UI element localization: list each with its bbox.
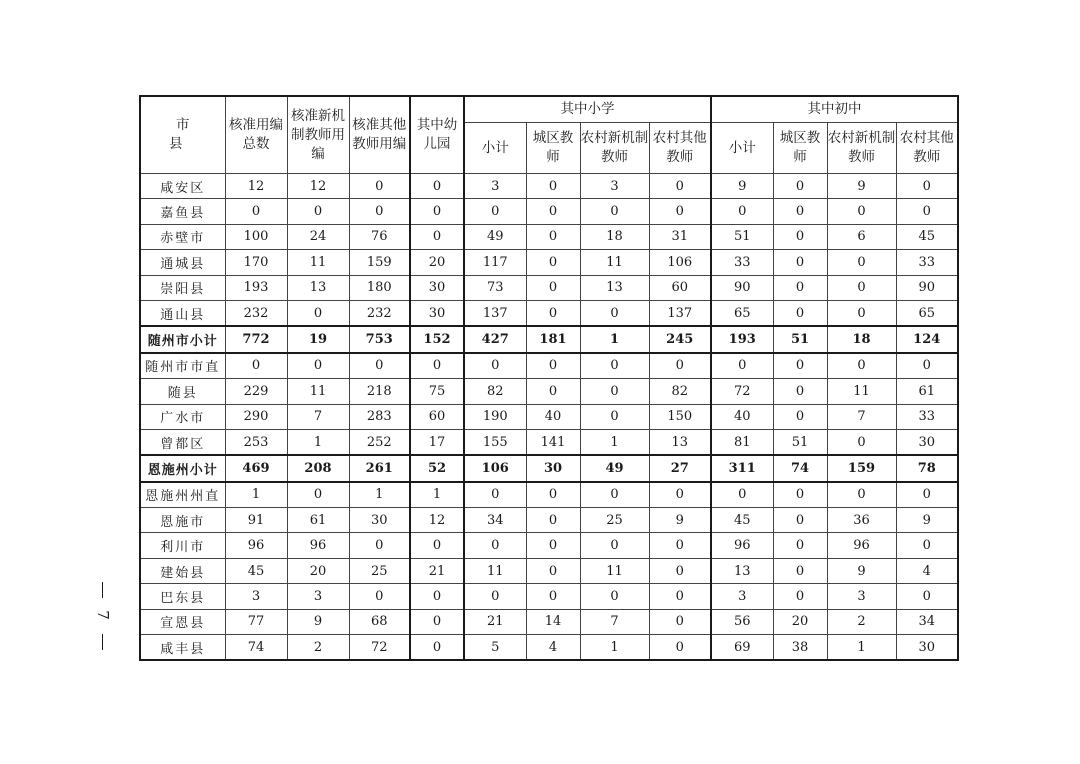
row-region-name: 咸安区 — [140, 174, 225, 199]
row-value-cell: 0 — [526, 584, 580, 609]
row-value-cell: 0 — [580, 584, 649, 609]
row-value-cell: 34 — [896, 609, 958, 634]
row-value-cell: 0 — [711, 482, 773, 508]
row-value-cell: 13 — [580, 275, 649, 300]
row-value-cell: 12 — [287, 174, 349, 199]
row-value-cell: 0 — [773, 533, 827, 558]
row-value-cell: 0 — [526, 533, 580, 558]
row-value-cell: 218 — [349, 379, 410, 404]
row-value-cell: 91 — [225, 508, 287, 533]
row-value-cell: 2 — [287, 635, 349, 661]
row-value-cell: 0 — [410, 533, 464, 558]
row-value-cell: 0 — [711, 199, 773, 224]
row-value-cell: 0 — [464, 482, 526, 508]
row-value-cell: 469 — [225, 455, 287, 481]
row-value-cell: 11 — [464, 558, 526, 583]
row-value-cell: 1 — [225, 482, 287, 508]
row-value-cell: 0 — [896, 584, 958, 609]
row-value-cell: 180 — [349, 275, 410, 300]
row-value-cell: 76 — [349, 224, 410, 249]
row-value-cell: 65 — [896, 300, 958, 326]
subtotal-row — [140, 326, 958, 352]
row-value-cell: 0 — [287, 353, 349, 379]
row-value-cell: 0 — [287, 199, 349, 224]
row-value-cell: 56 — [711, 609, 773, 634]
row-value-cell: 7 — [580, 609, 649, 634]
row-value-cell: 21 — [464, 609, 526, 634]
table-row — [140, 300, 958, 326]
row-value-cell: 1 — [287, 429, 349, 455]
row-value-cell: 0 — [649, 558, 711, 583]
row-value-cell: 106 — [464, 455, 526, 481]
row-value-cell: 0 — [773, 275, 827, 300]
table-row — [140, 429, 958, 455]
row-value-cell: 90 — [711, 275, 773, 300]
table-row — [140, 224, 958, 249]
row-value-cell: 0 — [526, 224, 580, 249]
row-value-cell: 33 — [896, 404, 958, 429]
row-value-cell: 0 — [827, 250, 896, 275]
row-value-cell: 193 — [225, 275, 287, 300]
row-value-cell: 40 — [711, 404, 773, 429]
row-value-cell: 25 — [580, 508, 649, 533]
row-value-cell: 0 — [773, 508, 827, 533]
row-value-cell: 0 — [526, 508, 580, 533]
row-value-cell: 60 — [410, 404, 464, 429]
row-value-cell: 30 — [410, 300, 464, 326]
row-region-name: 通山县 — [140, 300, 225, 326]
row-region-name: 利川市 — [140, 533, 225, 558]
row-value-cell: 0 — [349, 584, 410, 609]
row-value-cell: 51 — [773, 326, 827, 352]
row-value-cell: 3 — [827, 584, 896, 609]
row-value-cell: 0 — [896, 533, 958, 558]
row-value-cell: 0 — [287, 300, 349, 326]
table-row — [140, 635, 958, 661]
row-region-name: 曾都区 — [140, 429, 225, 455]
row-region-name: 恩施市 — [140, 508, 225, 533]
row-region-name: 建始县 — [140, 558, 225, 583]
row-value-cell: 4 — [526, 635, 580, 661]
row-value-cell: 0 — [349, 199, 410, 224]
row-value-cell: 20 — [287, 558, 349, 583]
row-value-cell: 49 — [580, 455, 649, 481]
row-value-cell: 61 — [896, 379, 958, 404]
row-value-cell: 0 — [225, 353, 287, 379]
row-value-cell: 0 — [896, 353, 958, 379]
row-value-cell: 73 — [464, 275, 526, 300]
header-primary-rural-new: 农村新机制教师 — [580, 123, 649, 174]
row-value-cell: 0 — [827, 199, 896, 224]
row-value-cell: 74 — [773, 455, 827, 481]
row-value-cell: 0 — [896, 482, 958, 508]
row-value-cell: 0 — [896, 174, 958, 199]
page-number-value: 7 — [94, 610, 112, 620]
row-value-cell: 12 — [225, 174, 287, 199]
row-value-cell: 14 — [526, 609, 580, 634]
row-value-cell: 51 — [711, 224, 773, 249]
table-row — [140, 250, 958, 275]
page-number — [93, 582, 113, 652]
row-value-cell: 159 — [349, 250, 410, 275]
row-value-cell: 150 — [649, 404, 711, 429]
row-value-cell: 49 — [464, 224, 526, 249]
row-value-cell: 69 — [711, 635, 773, 661]
row-value-cell: 30 — [349, 508, 410, 533]
row-value-cell: 0 — [649, 533, 711, 558]
row-value-cell: 77 — [225, 609, 287, 634]
row-region-name: 咸丰县 — [140, 635, 225, 661]
row-value-cell: 0 — [580, 353, 649, 379]
header-middle-group: 其中初中 — [711, 96, 958, 123]
row-value-cell: 0 — [580, 404, 649, 429]
row-value-cell: 11 — [827, 379, 896, 404]
table-row — [140, 379, 958, 404]
row-value-cell: 72 — [711, 379, 773, 404]
row-value-cell: 7 — [827, 404, 896, 429]
row-value-cell: 6 — [827, 224, 896, 249]
row-value-cell: 152 — [410, 326, 464, 352]
row-value-cell: 0 — [526, 275, 580, 300]
row-value-cell: 90 — [896, 275, 958, 300]
row-value-cell: 9 — [287, 609, 349, 634]
row-value-cell: 11 — [287, 250, 349, 275]
row-region-name: 随州市市直 — [140, 353, 225, 379]
row-value-cell: 137 — [464, 300, 526, 326]
row-value-cell: 245 — [649, 326, 711, 352]
row-value-cell: 0 — [773, 224, 827, 249]
row-value-cell: 208 — [287, 455, 349, 481]
row-value-cell: 27 — [649, 455, 711, 481]
row-value-cell: 20 — [410, 250, 464, 275]
row-value-cell: 9 — [711, 174, 773, 199]
row-value-cell: 0 — [464, 199, 526, 224]
row-value-cell: 0 — [649, 635, 711, 661]
row-value-cell: 9 — [827, 174, 896, 199]
row-value-cell: 11 — [287, 379, 349, 404]
row-value-cell: 155 — [464, 429, 526, 455]
row-value-cell: 1 — [580, 635, 649, 661]
row-value-cell: 51 — [773, 429, 827, 455]
row-value-cell: 117 — [464, 250, 526, 275]
row-value-cell: 229 — [225, 379, 287, 404]
row-value-cell: 0 — [827, 275, 896, 300]
row-region-name: 崇阳县 — [140, 275, 225, 300]
header-primary-urban: 城区教师 — [526, 123, 580, 174]
row-value-cell: 0 — [649, 174, 711, 199]
row-value-cell: 24 — [287, 224, 349, 249]
row-value-cell: 11 — [580, 558, 649, 583]
row-value-cell: 25 — [349, 558, 410, 583]
table-row — [140, 174, 958, 199]
table-row — [140, 275, 958, 300]
row-value-cell: 261 — [349, 455, 410, 481]
header-row-1 — [140, 96, 958, 123]
row-value-cell: 96 — [287, 533, 349, 558]
row-value-cell: 0 — [410, 224, 464, 249]
row-value-cell: 0 — [580, 199, 649, 224]
row-value-cell: 18 — [580, 224, 649, 249]
row-value-cell: 0 — [410, 609, 464, 634]
row-value-cell: 38 — [773, 635, 827, 661]
row-value-cell: 0 — [580, 482, 649, 508]
row-value-cell: 17 — [410, 429, 464, 455]
row-value-cell: 137 — [649, 300, 711, 326]
row-value-cell: 106 — [649, 250, 711, 275]
row-value-cell: 74 — [225, 635, 287, 661]
row-value-cell: 2 — [827, 609, 896, 634]
row-value-cell: 0 — [896, 199, 958, 224]
row-value-cell: 772 — [225, 326, 287, 352]
row-value-cell: 181 — [526, 326, 580, 352]
row-value-cell: 78 — [896, 455, 958, 481]
row-value-cell: 190 — [464, 404, 526, 429]
row-value-cell: 100 — [225, 224, 287, 249]
row-value-cell: 82 — [649, 379, 711, 404]
row-value-cell: 1 — [827, 635, 896, 661]
table-row — [140, 609, 958, 634]
row-region-name: 宣恩县 — [140, 609, 225, 634]
header-kindergarten: 其中幼儿园 — [410, 96, 464, 174]
row-value-cell: 33 — [896, 250, 958, 275]
row-value-cell: 0 — [827, 300, 896, 326]
row-value-cell: 0 — [773, 353, 827, 379]
row-value-cell: 0 — [773, 584, 827, 609]
row-value-cell: 0 — [526, 379, 580, 404]
row-value-cell: 0 — [773, 404, 827, 429]
table-row — [140, 353, 958, 379]
row-value-cell: 4 — [896, 558, 958, 583]
row-value-cell: 40 — [526, 404, 580, 429]
row-value-cell: 253 — [225, 429, 287, 455]
row-value-cell: 45 — [711, 508, 773, 533]
row-value-cell: 0 — [773, 482, 827, 508]
row-value-cell: 1 — [580, 326, 649, 352]
row-value-cell: 290 — [225, 404, 287, 429]
row-value-cell: 0 — [649, 353, 711, 379]
staffing-table — [139, 95, 959, 661]
row-value-cell: 3 — [287, 584, 349, 609]
header-primary-group: 其中小学 — [464, 96, 711, 123]
row-value-cell: 0 — [225, 199, 287, 224]
row-value-cell: 170 — [225, 250, 287, 275]
row-value-cell: 753 — [349, 326, 410, 352]
row-value-cell: 0 — [711, 353, 773, 379]
row-value-cell: 68 — [349, 609, 410, 634]
row-value-cell: 0 — [410, 635, 464, 661]
subtotal-row — [140, 455, 958, 481]
row-value-cell: 0 — [827, 353, 896, 379]
row-value-cell: 1 — [410, 482, 464, 508]
row-value-cell: 0 — [349, 353, 410, 379]
row-value-cell: 9 — [827, 558, 896, 583]
table-row — [140, 508, 958, 533]
table-row — [140, 404, 958, 429]
row-value-cell: 52 — [410, 455, 464, 481]
row-value-cell: 45 — [896, 224, 958, 249]
row-region-name: 恩施州州直 — [140, 482, 225, 508]
row-value-cell: 3 — [464, 174, 526, 199]
table-body — [140, 174, 958, 661]
row-value-cell: 30 — [896, 635, 958, 661]
row-value-cell: 3 — [711, 584, 773, 609]
row-value-cell: 13 — [649, 429, 711, 455]
header-primary-rural-other: 农村其他教师 — [649, 123, 711, 174]
row-value-cell: 0 — [649, 584, 711, 609]
row-value-cell: 0 — [580, 379, 649, 404]
row-value-cell: 0 — [649, 199, 711, 224]
row-value-cell: 19 — [287, 326, 349, 352]
row-value-cell: 9 — [896, 508, 958, 533]
row-value-cell: 141 — [526, 429, 580, 455]
row-value-cell: 0 — [526, 300, 580, 326]
row-value-cell: 0 — [410, 353, 464, 379]
row-region-name: 赤壁市 — [140, 224, 225, 249]
header-primary-subtotal: 小计 — [464, 123, 526, 174]
row-value-cell: 0 — [410, 584, 464, 609]
row-value-cell: 0 — [827, 482, 896, 508]
row-value-cell: 0 — [773, 558, 827, 583]
row-value-cell: 1 — [580, 429, 649, 455]
row-value-cell: 0 — [580, 300, 649, 326]
row-value-cell: 5 — [464, 635, 526, 661]
header-total: 核准用编总数 — [225, 96, 287, 174]
row-value-cell: 0 — [773, 250, 827, 275]
header-other-teachers: 核准其他教师用编 — [349, 96, 410, 174]
table-row — [140, 482, 958, 508]
row-value-cell: 0 — [349, 533, 410, 558]
row-value-cell: 0 — [464, 533, 526, 558]
row-region-name: 恩施州小计 — [140, 455, 225, 481]
header-middle-rural-other: 农村其他教师 — [896, 123, 958, 174]
row-value-cell: 65 — [711, 300, 773, 326]
table-row — [140, 584, 958, 609]
table-row — [140, 533, 958, 558]
header-new-mechanism: 核准新机制教师用编 — [287, 96, 349, 174]
row-value-cell: 0 — [773, 300, 827, 326]
row-value-cell: 0 — [287, 482, 349, 508]
row-value-cell: 0 — [773, 199, 827, 224]
row-value-cell: 1 — [349, 482, 410, 508]
row-value-cell: 81 — [711, 429, 773, 455]
row-value-cell: 311 — [711, 455, 773, 481]
row-value-cell: 0 — [526, 558, 580, 583]
row-value-cell: 0 — [649, 482, 711, 508]
row-value-cell: 0 — [827, 429, 896, 455]
row-value-cell: 193 — [711, 326, 773, 352]
row-region-name: 巴东县 — [140, 584, 225, 609]
row-value-cell: 0 — [773, 174, 827, 199]
header-middle-subtotal: 小计 — [711, 123, 773, 174]
row-value-cell: 45 — [225, 558, 287, 583]
row-value-cell: 72 — [349, 635, 410, 661]
row-value-cell: 0 — [464, 353, 526, 379]
row-value-cell: 11 — [580, 250, 649, 275]
header-middle-rural-new: 农村新机制教师 — [827, 123, 896, 174]
row-value-cell: 0 — [526, 199, 580, 224]
header-city: 市 县 — [140, 96, 225, 174]
row-value-cell: 427 — [464, 326, 526, 352]
row-value-cell: 0 — [526, 250, 580, 275]
row-value-cell: 0 — [526, 174, 580, 199]
row-value-cell: 18 — [827, 326, 896, 352]
row-value-cell: 159 — [827, 455, 896, 481]
row-value-cell: 82 — [464, 379, 526, 404]
row-value-cell: 0 — [410, 199, 464, 224]
row-value-cell: 31 — [649, 224, 711, 249]
row-value-cell: 30 — [526, 455, 580, 481]
row-value-cell: 0 — [349, 174, 410, 199]
row-value-cell: 61 — [287, 508, 349, 533]
row-value-cell: 3 — [225, 584, 287, 609]
row-value-cell: 0 — [410, 174, 464, 199]
row-value-cell: 34 — [464, 508, 526, 533]
row-value-cell: 60 — [649, 275, 711, 300]
row-value-cell: 13 — [711, 558, 773, 583]
row-value-cell: 30 — [410, 275, 464, 300]
row-region-name: 嘉鱼县 — [140, 199, 225, 224]
row-value-cell: 252 — [349, 429, 410, 455]
row-value-cell: 0 — [773, 379, 827, 404]
row-value-cell: 124 — [896, 326, 958, 352]
table-row — [140, 558, 958, 583]
row-region-name: 随县 — [140, 379, 225, 404]
row-value-cell: 96 — [827, 533, 896, 558]
row-value-cell: 12 — [410, 508, 464, 533]
row-value-cell: 33 — [711, 250, 773, 275]
row-value-cell: 7 — [287, 404, 349, 429]
row-region-name: 广水市 — [140, 404, 225, 429]
header-middle-urban: 城区教师 — [773, 123, 827, 174]
row-value-cell: 3 — [580, 174, 649, 199]
table-row — [140, 199, 958, 224]
row-value-cell: 0 — [649, 609, 711, 634]
row-value-cell: 96 — [225, 533, 287, 558]
row-value-cell: 0 — [580, 533, 649, 558]
row-region-name: 随州市小计 — [140, 326, 225, 352]
row-value-cell: 30 — [896, 429, 958, 455]
row-value-cell: 0 — [526, 482, 580, 508]
row-value-cell: 283 — [349, 404, 410, 429]
row-value-cell: 13 — [287, 275, 349, 300]
row-region-name: 通城县 — [140, 250, 225, 275]
row-value-cell: 9 — [649, 508, 711, 533]
row-value-cell: 232 — [349, 300, 410, 326]
row-value-cell: 75 — [410, 379, 464, 404]
row-value-cell: 0 — [464, 584, 526, 609]
page-number-dash-bottom — [102, 634, 103, 650]
row-value-cell: 20 — [773, 609, 827, 634]
row-value-cell: 21 — [410, 558, 464, 583]
page-number-dash-top — [102, 582, 103, 598]
row-value-cell: 96 — [711, 533, 773, 558]
row-value-cell: 232 — [225, 300, 287, 326]
row-value-cell: 36 — [827, 508, 896, 533]
row-value-cell: 0 — [526, 353, 580, 379]
